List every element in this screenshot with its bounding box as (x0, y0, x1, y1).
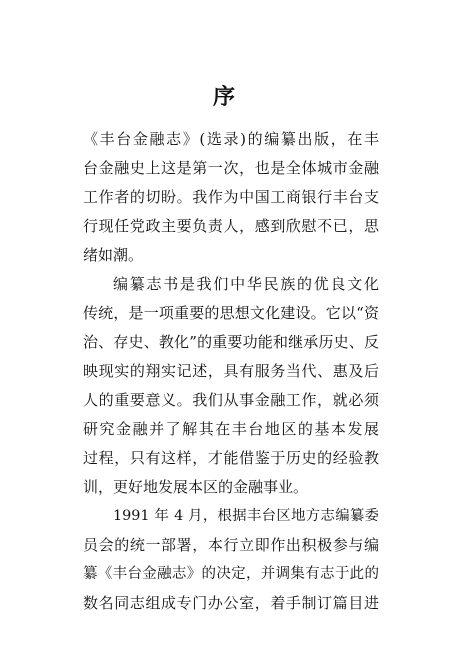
text-line: 台金融史上这是第一次，也是全体城市金融 (83, 159, 379, 177)
text-line: 纂《丰台金融志》的决定，并调集有志于此的 (83, 566, 379, 582)
text-line: 治、存史、教化”的重要功能和继承历史、反 (83, 333, 379, 351)
text-line: 员会的统一部署，本行立即作出积极参与编 (83, 536, 379, 554)
text-line: 研究金融并了解其在丰台地区的基本发展 (83, 420, 379, 438)
text-line: 行现任党政主要负责人，感到欣慰不已，思 (83, 217, 379, 235)
text-line: 1991 年 4 月，根据丰台区地方志编纂委 (113, 508, 379, 524)
text-line: 训，更好地发展本区的金融事业。 (83, 478, 309, 496)
text-line: 编纂志书是我们中华民族的优良文化 (113, 275, 379, 293)
text-line: 过程，只有这样，才能借鉴于历史的经验教 (83, 449, 379, 467)
text-line: 工作者的切盼。我作为中国工商银行丰台支 (83, 188, 379, 206)
text-line: 《丰台金融志》(选录)的编纂出版，在丰 (83, 130, 379, 148)
text-line: 数名同志组成专门办公室，着手制订篇目进 (83, 594, 379, 612)
text-line: 人的重要意义。我们从事金融工作，就必须 (83, 391, 379, 409)
page-title: 序 (212, 84, 237, 110)
text-line: 映现实的翔实记述，具有服务当代、惠及后 (83, 362, 379, 380)
preface-body (83, 125, 379, 618)
text-line: 传统，是一项重要的思想文化建设。它以“资 (83, 304, 379, 322)
text-line: 绪如潮。 (83, 246, 144, 264)
